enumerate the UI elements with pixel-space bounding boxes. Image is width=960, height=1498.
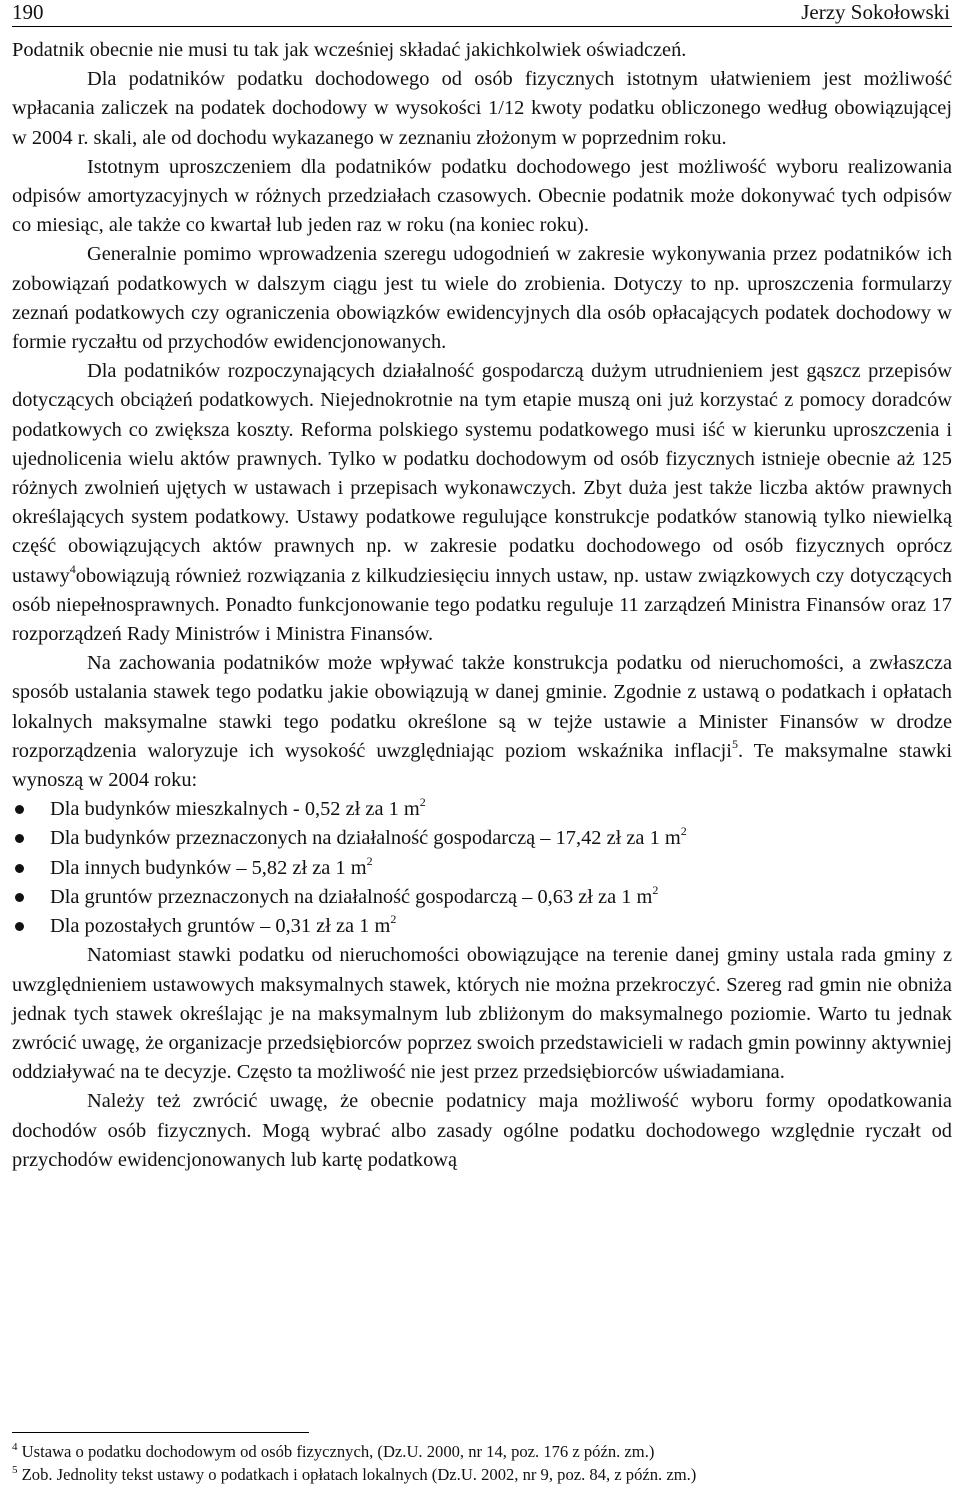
rate-text: Dla gruntów przeznaczonych na działalność gospodarczą – 0,63 zł za 1 m <box>50 885 653 908</box>
list-item <box>12 912 952 941</box>
rate-text: Dla budynków przeznaczonych na działalność gospodarczą – 17,42 zł za 1 m <box>50 827 681 850</box>
rate-text: Dla innych budynków – 5,82 zł za 1 m <box>50 856 367 879</box>
paragraph-1: Podatnik obecnie nie musi tu tak jak wcześniej składać jakichkolwiek oświadczeń. <box>12 39 687 61</box>
footnote-5 <box>12 1463 952 1486</box>
rate-exponent: 2 <box>390 912 397 927</box>
bullet-icon <box>15 834 24 843</box>
list-item <box>12 854 952 883</box>
paragraph-5 <box>12 357 952 649</box>
running-head-author: Jerzy Sokołowski <box>801 0 950 24</box>
paragraph-4: Generalnie pomimo wprowadzenia szeregu udogodnień w zakresie wykonywania przez podatników ich zobowiązań podatkowych w dalszym ciągu jest tu wiele do zrobienia. Dotyczy to np. uproszczenia formularzy zeznań podatkowych czy ograniczenia obowiązków ewidencyjnych dla osób opłacających podatek dochodowy w formie ryczałtu od przychodów ewidencjonowanych. <box>12 243 952 354</box>
tax-rates-list <box>12 795 952 941</box>
footnote-text: Ustawa o podatku dochodowym od osób fizycznych, (Dz.U. 2000, nr 14, poz. 176 z późn. zm.) <box>17 1442 655 1461</box>
body-text <box>12 36 952 1175</box>
bullet-icon <box>15 922 24 931</box>
bullet-icon <box>15 864 24 873</box>
paragraph-6 <box>12 649 952 795</box>
bullet-icon <box>15 893 24 902</box>
paragraph-2: Dla podatników podatku dochodowego od osób fizycznych istotnym ułatwieniem jest możliwość wpłacania zaliczek na podatek dochodowy w wysokości 1/12 kwoty podatku obliczonego według obowiązującej w 2004 r. skali, ale od dochodu wykazanego w zeznaniu złożonym w poprzednim roku. <box>12 68 952 149</box>
list-item <box>12 883 952 912</box>
paragraph-5-text-b: obowiązują również rozwiązania z kilkudziesięciu innych ustaw, np. ustaw związkowych czy dotyczących osób niepełnosprawnych. Ponadto funkcjonowanie tego podatku reguluje 11 zarządzeń Ministra Finansów oraz 17 rozporządzeń Rady Ministrów i Ministra Finansów. <box>12 564 952 646</box>
paragraph-3: Istotnym uproszczeniem dla podatników podatku dochodowego jest możliwość wyboru realizowania odpisów amortyzacyjnych w różnych przedziałach czasowych. Obecnie podatnik może dokonywać tych odpisów co miesiąc, ale także co kwartał lub jeden raz w roku (na koniec roku). <box>12 155 952 237</box>
paragraph-8: Należy też zwrócić uwagę, że obecnie podatnicy maja możliwość wyboru formy opodatkowania dochodów osób fizycznych. Mogą wybrać albo zasady ogólne podatku dochodowego względnie ryczałt od przychodów ewidencjonowanych lub kartę podatkową <box>12 1090 952 1171</box>
bullet-icon <box>15 805 24 814</box>
footnote-4 <box>12 1440 952 1463</box>
list-item <box>12 795 952 824</box>
footnotes <box>12 1440 952 1486</box>
rate-exponent: 2 <box>680 824 687 839</box>
footnote-number: 5 <box>12 1464 18 1476</box>
paragraph-6-text-a: Na zachowania podatników może wpływać także konstrukcja podatku od nieruchomości, a zwłaszcza sposób ustalania stawek tego podatku jakie obowiązują w danej gminie. Zgodnie z ustawą o podatkach i opłatach lokalnych maksymalne stawki tego podatku określone są w tejże ustawie a Minister Finansów w drodze rozporządzenia waloryzuje ich wysokość uwzględniając poziom wskaźnika inflacji <box>12 652 952 762</box>
rate-exponent: 2 <box>366 853 373 868</box>
page-number: 190 <box>12 0 44 24</box>
paragraph-6-text-b: . Te maksymalne stawki wynoszą w 2004 roku: <box>12 739 953 792</box>
footnote-ref-5: 5 <box>731 736 738 751</box>
footnote-text: Zob. Jednolity tekst ustawy o podatkach i opłatach lokalnych (Dz.U. 2002, nr 9, poz. 84, z późn. zm.) <box>17 1465 697 1484</box>
footnote-number: 4 <box>12 1441 18 1453</box>
paragraph-5-text-a: Dla podatników rozpoczynających działalność gospodarczą dużym utrudnieniem jest gąszcz przepisów dotyczących obciążeń podatkowych. Niejednokrotnie na tym etapie muszą oni już korzystać z pomocy doradców podatkowych co zwiększa koszty. Reforma polskiego systemu podatkowego musi iść w kierunku uproszczenia i ujednolicenia wielu aktów prawnych. Tylko w podatku dochodowym od osób fizycznych istnieje obecnie aż 125 różnych zwolnień ujętych w ustawach i przepisach wykonawczych. Zbyt duża jest także liczba aktów prawnych określających system podatkowy. Ustawy podatkowe regulujące konstrukcje podatków stanowią tylko niewielką część obowiązujących aktów prawnych np. w zakresie podatku dochodowego od osób fizycznych oprócz ustawy <box>12 360 952 587</box>
footnote-ref-4: 4 <box>69 561 76 576</box>
rate-exponent: 2 <box>652 882 659 897</box>
running-header <box>12 0 952 27</box>
footnote-divider <box>12 1432 309 1433</box>
rate-text: Dla budynków mieszkalnych - 0,52 zł za 1 m <box>50 798 420 821</box>
rate-text: Dla pozostałych gruntów – 0,31 zł za 1 m <box>50 915 391 938</box>
paragraph-7: Natomiast stawki podatku od nieruchomości obowiązujące na terenie danej gminy ustala rada gminy z uwzględnieniem ustawowych maksymalnych stawek, których nie można przekroczyć. Szereg rad gmin nie obniża jednak tych stawek określając je na maksymalnym lub zbliżonym do maksymalnego poziomie. Warto tu jednak zwrócić uwagę, że organizacje przedsiębiorców poprzez swoich przedstawicieli w radach gmin powinny aktywniej oddziaływać na te decyzje. Często ta możliwość nie jest przez przedsiębiorców uświadamiana. <box>12 944 952 1084</box>
list-item <box>12 824 952 853</box>
rate-exponent: 2 <box>419 795 426 810</box>
